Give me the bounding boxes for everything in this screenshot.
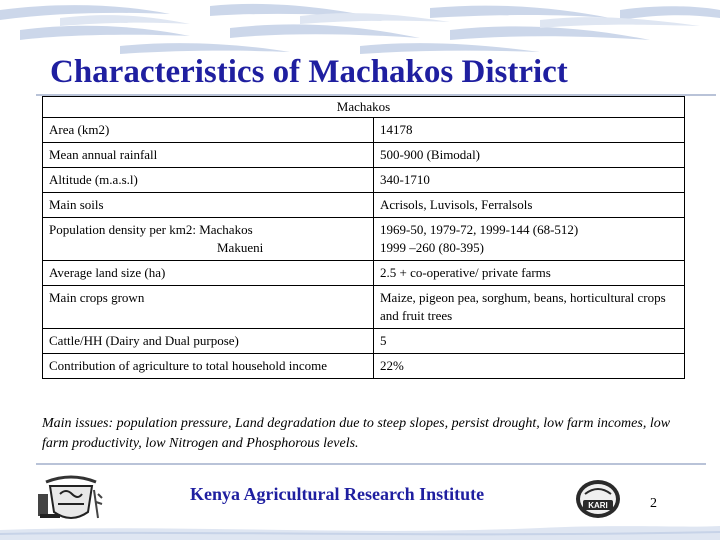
kari-emblem-icon [573,478,623,520]
table-row [43,286,685,329]
row-value: 1969-50, 1979-72, 1999-144 (68-512) [380,222,579,237]
row-label: Contribution of agriculture to total household income [43,354,374,379]
table-header: Machakos [43,97,685,118]
district-characteristics-table [42,96,685,379]
row-label-line2: Makueni [217,240,264,255]
footer-institute-name: Kenya Agricultural Research Institute [190,484,485,504]
footer-divider [36,463,706,465]
row-label-cell [43,218,374,261]
row-label: Cattle/HH (Dairy and Dual purpose) [43,329,374,354]
table-row [43,118,685,143]
table-header-row [43,97,685,118]
row-value: 5 [374,329,685,354]
row-value: 2.5 + co-operative/ private farms [374,261,685,286]
table-row [43,218,685,261]
emblem-text: KARI [588,501,608,510]
table-row [43,143,685,168]
row-label: Population density per km2: Machakos [49,222,253,237]
table-row [43,168,685,193]
row-value-cell [374,218,685,261]
page-number: 2 [650,496,657,511]
table-row [43,329,685,354]
row-value: Maize, pigeon pea, sorghum, beans, horticultural crops and fruit trees [374,286,685,329]
row-value: 340-1710 [374,168,685,193]
header-decoration [0,0,720,60]
row-label: Main soils [43,193,374,218]
row-label: Average land size (ha) [43,261,374,286]
table-row [43,354,685,379]
slide-title: Characteristics of Machakos District [50,54,568,90]
kari-crest-icon [36,474,106,526]
row-label: Area (km2) [43,118,374,143]
row-label: Main crops grown [43,286,374,329]
row-value: 14178 [374,118,685,143]
row-label: Mean annual rainfall [43,143,374,168]
main-issues-text: Main issues: population pressure, Land degradation due to steep slopes, persist drought, low farm incomes, low farm productivity, low Nitrogen and Phosphorous levels. [42,416,671,451]
footer-decoration [0,522,720,540]
table-row [43,261,685,286]
row-label: Altitude (m.a.s.l) [43,168,374,193]
row-value-line2: 1999 –260 (80-395) [380,240,484,255]
row-value: 500-900 (Bimodal) [374,143,685,168]
table-row [43,193,685,218]
row-value: 22% [374,354,685,379]
row-value: Acrisols, Luvisols, Ferralsols [374,193,685,218]
